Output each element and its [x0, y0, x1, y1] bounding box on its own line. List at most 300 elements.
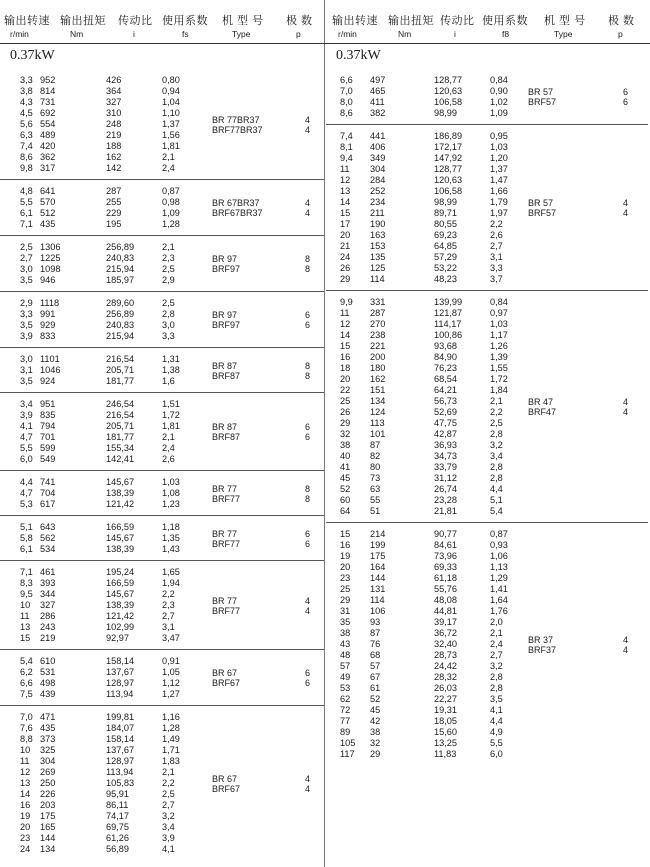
model-type-label: BRF87 [212, 371, 241, 381]
ratio-cell: 158,14 [106, 734, 135, 744]
header-rule [0, 43, 326, 44]
output-torque-cell: 87 [370, 440, 381, 450]
output-speed-cell: 3,3 [20, 309, 33, 319]
spec-group [0, 348, 326, 393]
output-speed-cell: 4,8 [20, 186, 33, 196]
service-factor-cell: 4,9 [490, 727, 503, 737]
model-type-label: BR 77BR37 [212, 115, 260, 125]
table-row [0, 86, 326, 97]
output-torque-cell: 80 [370, 462, 381, 472]
output-speed-cell: 20 [340, 374, 351, 384]
ratio-cell: 23,28 [434, 495, 457, 505]
output-speed-cell: 3,0 [20, 354, 33, 364]
pole-count-label: 4 [622, 198, 628, 208]
table-row [326, 573, 650, 584]
table-row [326, 418, 650, 429]
ratio-cell: 138,39 [106, 600, 135, 610]
output-torque-cell: 461 [40, 567, 56, 577]
service-factor-cell: 1,79 [490, 197, 508, 207]
ratio-cell: 181,77 [106, 432, 135, 442]
service-factor-cell: 5,4 [490, 506, 503, 516]
model-type [528, 635, 556, 655]
model-type [212, 254, 240, 274]
pole-count-label: 6 [304, 432, 310, 442]
output-torque-cell: 63 [370, 484, 381, 494]
ratio-cell: 142,41 [106, 454, 135, 464]
service-factor-cell: 1,20 [490, 153, 508, 163]
output-torque-cell: 562 [40, 533, 56, 543]
pole-count-label: 6 [304, 310, 310, 320]
output-speed-cell: 7,4 [340, 131, 353, 141]
output-speed-cell: 7,6 [20, 723, 33, 733]
service-factor-cell: 2,4 [162, 443, 175, 453]
output-speed-cell: 35 [340, 617, 351, 627]
ratio-cell: 128,77 [434, 75, 463, 85]
table-row [326, 197, 650, 208]
ratio-cell: 199,81 [106, 712, 135, 722]
ratio-cell: 128,97 [106, 678, 135, 688]
pole-count-label: 6 [304, 539, 310, 549]
ratio-cell: 55,76 [434, 584, 457, 594]
model-type [528, 397, 556, 417]
service-factor-cell: 1,03 [162, 477, 180, 487]
output-speed-cell: 32 [340, 429, 351, 439]
table-row [326, 175, 650, 186]
ratio-cell: 21,81 [434, 506, 457, 516]
table-row [0, 119, 326, 130]
output-speed-cell: 57 [340, 661, 351, 671]
service-factor-cell: 4,4 [490, 484, 503, 494]
table-row [326, 263, 650, 274]
service-factor-cell: 3,0 [162, 320, 175, 330]
service-factor-cell: 2,4 [490, 639, 503, 649]
ratio-cell: 28,32 [434, 672, 457, 682]
table-row [326, 584, 650, 595]
ratio-cell: 287 [106, 186, 122, 196]
table-row [326, 540, 650, 551]
service-factor-cell: 1,13 [490, 562, 508, 572]
service-factor-cell: 5,1 [490, 495, 503, 505]
output-torque-cell: 42 [370, 716, 381, 726]
pole-count-label: 4 [304, 125, 310, 135]
output-speed-cell: 5,4 [20, 656, 33, 666]
output-torque-cell: 393 [40, 578, 56, 588]
table-row [0, 844, 326, 855]
output-speed-cell: 18 [340, 363, 351, 373]
table-row [0, 712, 326, 723]
output-torque-cell: 250 [40, 778, 56, 788]
pole-count [296, 484, 310, 504]
service-factor-cell: 1,26 [490, 341, 508, 351]
output-speed-cell: 43 [340, 639, 351, 649]
output-torque-cell: 701 [40, 432, 56, 442]
output-speed-cell: 7,0 [340, 86, 353, 96]
table-row [326, 595, 650, 606]
output-speed-cell: 13 [340, 186, 351, 196]
service-factor-cell: 3,3 [162, 331, 175, 341]
output-torque-cell: 82 [370, 451, 381, 461]
table-row [326, 407, 650, 418]
unit-ratio: i [454, 29, 456, 39]
service-factor-cell: 1,06 [490, 551, 508, 561]
service-factor-cell: 2,1 [490, 396, 503, 406]
output-torque-cell: 512 [40, 208, 56, 218]
output-torque-cell: 617 [40, 499, 56, 509]
output-torque-cell: 76 [370, 639, 381, 649]
ratio-cell: 98,99 [434, 197, 457, 207]
pole-count-label: 4 [622, 397, 628, 407]
model-type-label: BRF97 [212, 320, 241, 330]
output-torque-cell: 731 [40, 97, 56, 107]
table-row [0, 75, 326, 86]
ratio-cell: 19,31 [434, 705, 457, 715]
output-torque-cell: 51 [370, 506, 381, 516]
output-speed-cell: 5,3 [20, 499, 33, 509]
model-type-label: BRF77 [212, 539, 241, 549]
table-row [0, 264, 326, 275]
model-type-label: BRF77BR37 [212, 125, 263, 135]
table-row [0, 97, 326, 108]
table-row [326, 694, 650, 705]
table-row [0, 253, 326, 264]
pole-count-label: 6 [304, 678, 310, 688]
ratio-cell: 310 [106, 108, 122, 118]
ratio-cell: 181,77 [106, 376, 135, 386]
output-torque-cell: 114 [370, 274, 385, 284]
model-type-label: BR 77 [212, 484, 238, 494]
ratio-cell: 188 [106, 141, 122, 151]
output-speed-cell: 8,6 [20, 152, 33, 162]
ratio-cell: 139,99 [434, 297, 463, 307]
ratio-cell: 61,18 [434, 573, 457, 583]
output-speed-cell: 16 [340, 352, 351, 362]
service-factor-cell: 1,02 [490, 97, 508, 107]
table-row [326, 650, 650, 661]
output-speed-cell: 15 [340, 529, 351, 539]
service-factor-cell: 1,12 [162, 678, 180, 688]
service-factor-cell: 1,18 [162, 522, 180, 532]
spec-group [0, 650, 326, 706]
service-factor-cell: 2,5 [162, 298, 175, 308]
ratio-cell: 69,23 [434, 230, 457, 240]
spec-group [326, 523, 650, 766]
output-speed-cell: 20 [20, 822, 31, 832]
pole-count-label: 6 [304, 422, 310, 432]
service-factor-cell: 0,94 [162, 86, 180, 96]
ratio-cell: 31,12 [434, 473, 457, 483]
output-torque-cell: 57 [370, 661, 381, 671]
service-factor-cell: 1,72 [490, 374, 508, 384]
output-speed-cell: 12 [20, 767, 31, 777]
table-row [326, 716, 650, 727]
table-row [0, 163, 326, 174]
table-row [326, 164, 650, 175]
output-speed-cell: 16 [20, 800, 31, 810]
ratio-cell: 106,58 [434, 186, 463, 196]
output-speed-cell: 10 [20, 745, 31, 755]
model-type-label: BR 57 [528, 198, 554, 208]
output-speed-cell: 60 [340, 495, 351, 505]
output-torque-cell: 203 [40, 800, 56, 810]
table-row [326, 131, 650, 142]
table-row [326, 495, 650, 506]
output-torque-cell: 153 [370, 241, 386, 251]
service-factor-cell: 1,08 [162, 488, 180, 498]
output-torque-cell: 344 [40, 589, 56, 599]
table-row [326, 153, 650, 164]
service-factor-cell: 1,29 [490, 573, 508, 583]
output-torque-cell: 498 [40, 678, 56, 688]
unit-speed: r/min [338, 29, 357, 39]
output-speed-cell: 26 [340, 407, 351, 417]
pole-count-label: 4 [304, 596, 310, 606]
ratio-cell: 185,97 [106, 275, 135, 285]
service-factor-cell: 2,8 [490, 683, 503, 693]
output-speed-cell: 11 [340, 308, 350, 318]
output-speed-cell: 5,8 [20, 533, 33, 543]
ratio-cell: 64,21 [434, 385, 457, 395]
output-speed-cell: 3,4 [20, 399, 33, 409]
unit-factor: fs [182, 29, 189, 39]
output-torque-cell: 134 [40, 844, 56, 854]
table-row [326, 529, 650, 540]
output-torque-cell: 106 [370, 606, 386, 616]
output-speed-cell: 20 [340, 230, 351, 240]
service-factor-cell: 1,97 [490, 208, 508, 218]
output-torque-cell: 67 [370, 672, 381, 682]
table-row [326, 208, 650, 219]
ratio-cell: 172,17 [434, 142, 463, 152]
output-torque-cell: 382 [370, 108, 386, 118]
ratio-cell: 36,93 [434, 440, 457, 450]
output-speed-cell: 7,1 [20, 567, 33, 577]
output-speed-cell: 6,3 [20, 130, 33, 140]
ratio-cell: 84,61 [434, 540, 457, 550]
model-type [212, 198, 263, 218]
service-factor-cell: 1,49 [162, 734, 180, 744]
output-speed-cell: 38 [340, 628, 351, 638]
ratio-cell: 121,42 [106, 611, 135, 621]
ratio-cell: 289,60 [106, 298, 135, 308]
output-torque-cell: 641 [40, 186, 56, 196]
ratio-cell: 113,94 [106, 689, 134, 699]
table-row [326, 396, 650, 407]
unit-torque: Nm [398, 29, 412, 39]
output-torque-cell: 1046 [40, 365, 61, 375]
output-torque-cell: 549 [40, 454, 56, 464]
output-speed-cell: 7,1 [20, 219, 33, 229]
ratio-cell: 105,83 [106, 778, 135, 788]
ratio-cell: 68,54 [434, 374, 457, 384]
output-speed-cell: 29 [340, 418, 351, 428]
output-speed-cell: 17 [340, 219, 351, 229]
output-torque-cell: 952 [40, 75, 56, 85]
service-factor-cell: 1,37 [490, 164, 508, 174]
output-torque-cell: 190 [370, 219, 386, 229]
table-row [0, 298, 326, 309]
output-speed-cell: 29 [340, 274, 351, 284]
service-factor-cell: 1,03 [490, 142, 508, 152]
spec-group [0, 561, 326, 650]
table-row [326, 473, 650, 484]
service-factor-cell: 1,65 [162, 567, 180, 577]
table-row [0, 421, 326, 432]
service-factor-cell: 1,31 [162, 354, 180, 364]
service-factor-cell: 3,9 [162, 833, 175, 843]
table-row [326, 705, 650, 716]
ratio-cell: 216,54 [106, 354, 135, 364]
service-factor-cell: 3,3 [490, 263, 503, 273]
ratio-cell: 57,29 [434, 252, 457, 262]
table-row [326, 551, 650, 562]
ratio-cell: 113,94 [106, 767, 134, 777]
ratio-cell: 42,87 [434, 429, 457, 439]
output-speed-cell: 40 [340, 451, 351, 461]
output-torque-cell: 101 [370, 429, 386, 439]
ratio-cell: 69,75 [106, 822, 129, 832]
pole-count [296, 774, 310, 794]
service-factor-cell: 1,23 [162, 499, 180, 509]
output-speed-cell: 77 [340, 716, 351, 726]
ratio-cell: 155,34 [106, 443, 135, 453]
service-factor-cell: 2,4 [162, 163, 175, 173]
output-torque-cell: 287 [370, 308, 386, 318]
output-torque-cell: 221 [370, 341, 386, 351]
table-row [0, 454, 326, 465]
ratio-cell: 138,39 [106, 488, 135, 498]
ratio-cell: 47,75 [434, 418, 457, 428]
power-rating: 0.37kW [336, 48, 381, 63]
ratio-cell: 248 [106, 119, 122, 129]
ratio-cell: 102,99 [106, 622, 135, 632]
header-poles: 极 数 [286, 15, 313, 27]
output-torque-cell: 1118 [40, 298, 60, 308]
output-torque-cell: 331 [370, 297, 386, 307]
ratio-cell: 53,22 [434, 263, 457, 273]
ratio-cell: 15,60 [434, 727, 457, 737]
service-factor-cell: 6,0 [490, 749, 503, 759]
pole-count [614, 87, 628, 107]
table-row [0, 567, 326, 578]
table-row [326, 97, 650, 108]
table-row [326, 672, 650, 683]
table-row [0, 320, 326, 331]
output-speed-cell: 29 [340, 595, 351, 605]
service-factor-cell: 1,17 [490, 330, 508, 340]
table-row [0, 152, 326, 163]
output-speed-cell: 13 [20, 622, 31, 632]
table-row [0, 822, 326, 833]
ratio-cell: 26,74 [434, 484, 457, 494]
service-factor-cell: 1,6 [162, 376, 175, 386]
service-factor-cell: 2,7 [162, 611, 175, 621]
output-torque-cell: 1101 [40, 354, 60, 364]
model-type [528, 87, 556, 107]
ratio-cell: 128,97 [106, 756, 135, 766]
table-row [326, 363, 650, 374]
output-torque-cell: 135 [370, 252, 386, 262]
output-speed-cell: 6,2 [20, 667, 33, 677]
output-torque-cell: 200 [370, 352, 386, 362]
model-type-label: BR 97 [212, 310, 238, 320]
output-torque-cell: 554 [40, 119, 56, 129]
output-torque-cell: 165 [40, 822, 56, 832]
model-type-label: BR 77 [212, 596, 238, 606]
table-row [326, 75, 650, 86]
service-factor-cell: 1,83 [162, 756, 180, 766]
table-row [326, 462, 650, 473]
table-row [0, 833, 326, 844]
model-type-label: BRF67 [212, 678, 241, 688]
ratio-cell: 215,94 [106, 331, 135, 341]
service-factor-cell: 2,5 [162, 264, 175, 274]
ratio-cell: 229 [106, 208, 122, 218]
output-speed-cell: 23 [340, 573, 351, 583]
output-speed-cell: 25 [340, 396, 351, 406]
output-speed-cell: 3,5 [20, 275, 33, 285]
ratio-cell: 128,77 [434, 164, 463, 174]
ratio-cell: 137,67 [106, 745, 135, 755]
service-factor-cell: 2,0 [490, 617, 503, 627]
service-factor-cell: 2,1 [162, 432, 175, 442]
ratio-cell: 240,83 [106, 253, 135, 263]
table-row [0, 365, 326, 376]
ratio-cell: 114,17 [434, 319, 462, 329]
service-factor-cell: 1,27 [162, 689, 180, 699]
ratio-cell: 216,54 [106, 410, 135, 420]
output-torque-cell: 534 [40, 544, 56, 554]
spec-group [326, 291, 650, 523]
output-torque-cell: 643 [40, 522, 56, 532]
output-speed-cell: 105 [340, 738, 356, 748]
table-row [0, 667, 326, 678]
ratio-cell: 246,54 [106, 399, 135, 409]
model-type-label: BR 37 [528, 635, 554, 645]
output-torque-cell: 32 [370, 738, 381, 748]
output-torque-cell: 234 [370, 197, 386, 207]
output-torque-cell: 270 [370, 319, 386, 329]
output-torque-cell: 304 [370, 164, 386, 174]
table-row [0, 544, 326, 555]
output-speed-cell: 7,5 [20, 689, 33, 699]
header-speed: 输出转速 [332, 15, 378, 27]
service-factor-cell: 1,71 [162, 745, 180, 755]
output-speed-cell: 4,3 [20, 97, 33, 107]
table-row [0, 108, 326, 119]
output-torque-cell: 794 [40, 421, 56, 431]
unit-factor: f8 [502, 29, 510, 39]
ratio-cell: 98,99 [434, 108, 457, 118]
spec-group [0, 180, 326, 236]
ratio-cell: 28,73 [434, 650, 457, 660]
table-row [326, 661, 650, 672]
table-header [326, 0, 650, 44]
output-torque-cell: 151 [370, 385, 386, 395]
table-row [326, 186, 650, 197]
output-torque-cell: 180 [370, 363, 386, 373]
ratio-cell: 61,26 [106, 833, 129, 843]
header-factor: 使用系数 [482, 15, 528, 27]
output-torque-cell: 304 [40, 756, 56, 766]
ratio-cell: 56,73 [434, 396, 457, 406]
service-factor-cell: 1,84 [490, 385, 508, 395]
header-model: 机 型 号 [222, 15, 264, 27]
output-torque-cell: 52 [370, 694, 381, 704]
ratio-cell: 33,79 [434, 462, 457, 472]
unit-torque: Nm [70, 29, 84, 39]
pole-count-label: 8 [304, 361, 310, 371]
model-type-label: BRF47 [528, 407, 557, 417]
